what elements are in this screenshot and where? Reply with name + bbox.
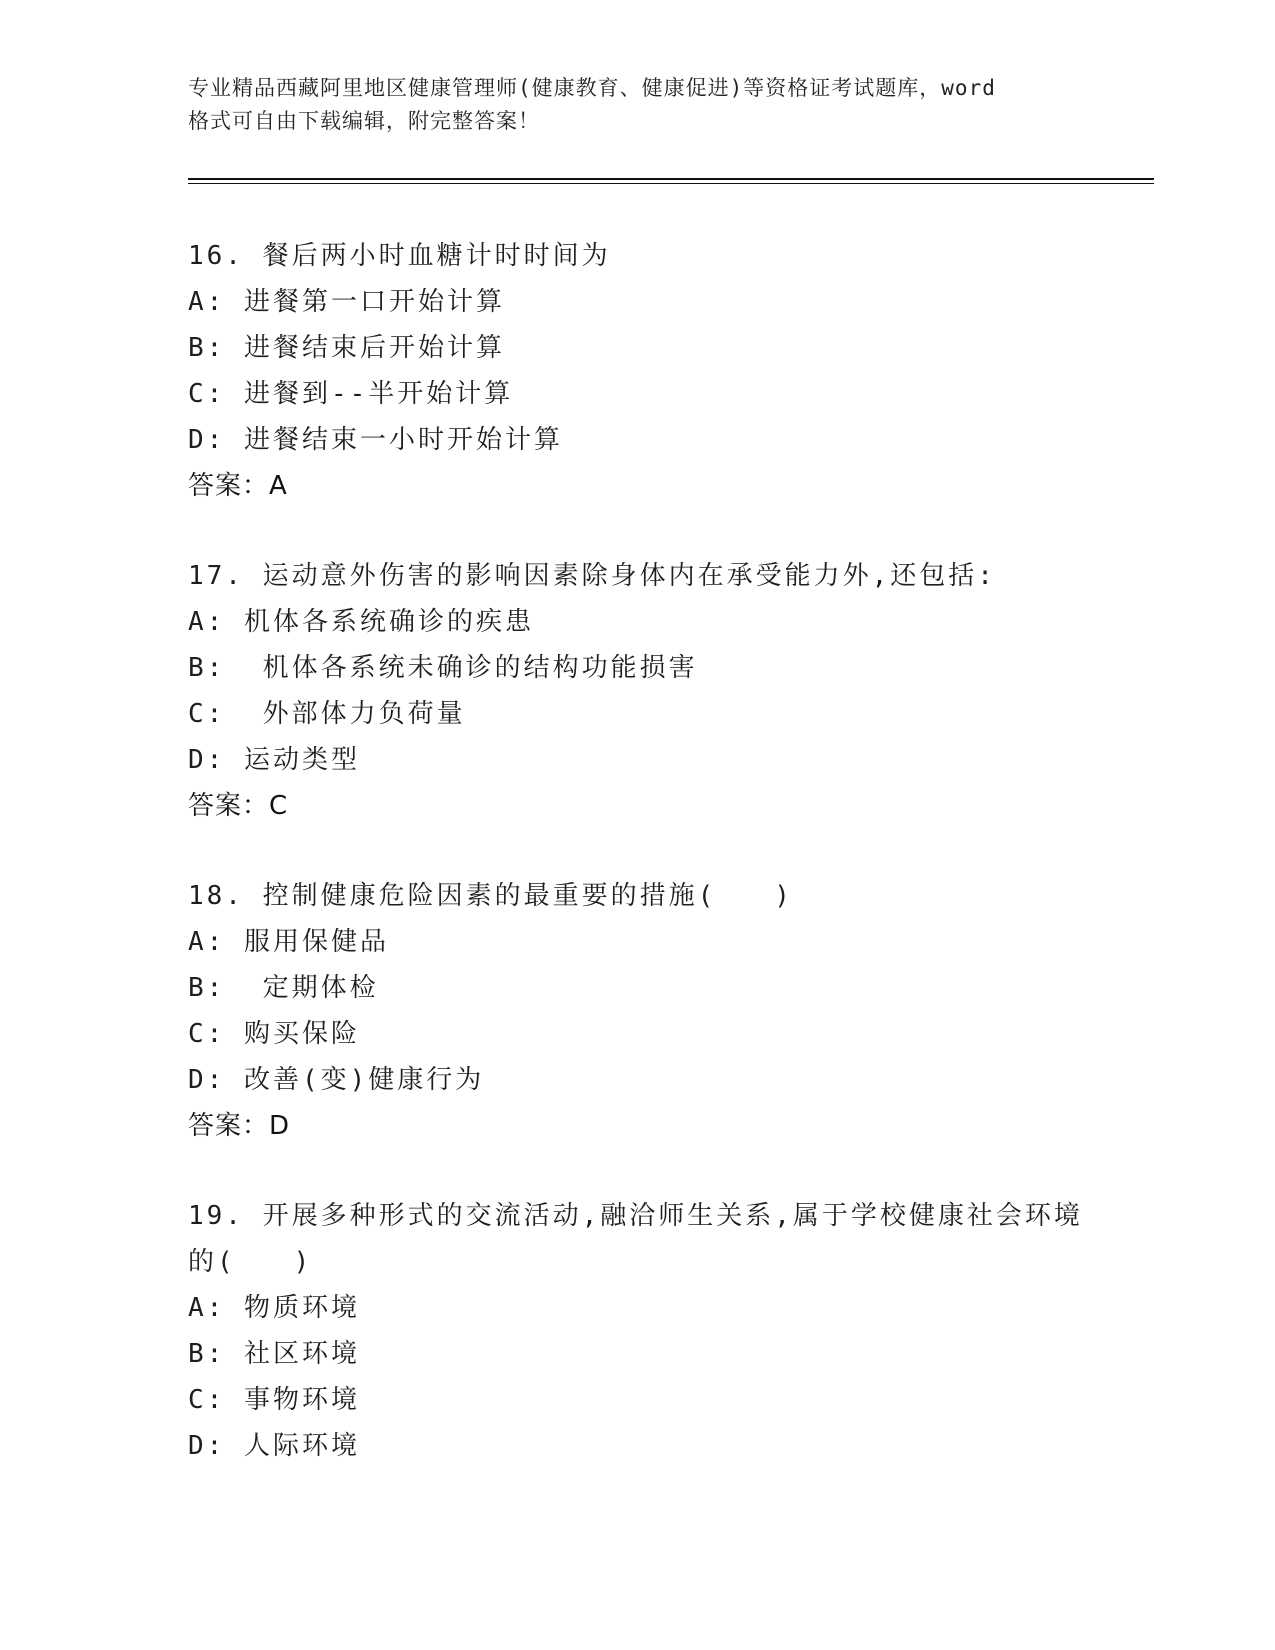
option-b: B: 进餐结束后开始计算 <box>188 333 505 363</box>
option-d: D: 人际环境 <box>188 1431 360 1461</box>
option-c: C: 进餐到--半开始计算 <box>188 379 514 409</box>
answer-text: 答案：A <box>188 471 288 501</box>
option-b: B: 定期体检 <box>188 973 379 1003</box>
option-b: B: 社区环境 <box>188 1339 360 1369</box>
answer-text: 答案：D <box>188 1111 291 1141</box>
question-17 <box>188 553 1088 829</box>
option-c: C: 事物环境 <box>188 1385 360 1415</box>
option-c: C: 外部体力负荷量 <box>188 699 466 729</box>
question-19 <box>188 1193 1088 1469</box>
question-stem-line-2: 的( ) <box>188 1247 313 1277</box>
option-a: A: 服用保健品 <box>188 927 389 957</box>
option-a: A: 机体各系统确诊的疾患 <box>188 607 534 637</box>
header-divider-thin <box>188 183 1154 184</box>
question-stem: 18. 控制健康危险因素的最重要的措施( ) <box>188 881 793 911</box>
option-d: D: 进餐结束一小时开始计算 <box>188 425 563 455</box>
question-16 <box>188 233 1088 509</box>
question-stem: 17. 运动意外伤害的影响因素除身体内在承受能力外,还包括: <box>188 561 996 591</box>
question-18 <box>188 873 1088 1149</box>
option-d: D: 改善(变)健康行为 <box>188 1065 485 1095</box>
header-line-2: 格式可自由下载编辑，附完整答案！ <box>188 109 540 133</box>
option-c: C: 购买保险 <box>188 1019 360 1049</box>
option-b: B: 机体各系统未确诊的结构功能损害 <box>188 653 698 683</box>
option-a: A: 物质环境 <box>188 1293 360 1323</box>
option-d: D: 运动类型 <box>188 745 360 775</box>
question-stem-line-1: 19. 开展多种形式的交流活动,融洽师生关系,属于学校健康社会环境 <box>188 1201 1083 1231</box>
question-stem: 16. 餐后两小时血糖计时时间为 <box>188 241 611 271</box>
document-header <box>188 72 1088 138</box>
answer-text: 答案：C <box>188 791 289 821</box>
option-a: A: 进餐第一口开始计算 <box>188 287 505 317</box>
header-line-1: 专业精品西藏阿里地区健康管理师(健康教育、健康促进)等资格证考试题库，word <box>188 76 996 100</box>
header-divider-thick <box>188 178 1154 180</box>
